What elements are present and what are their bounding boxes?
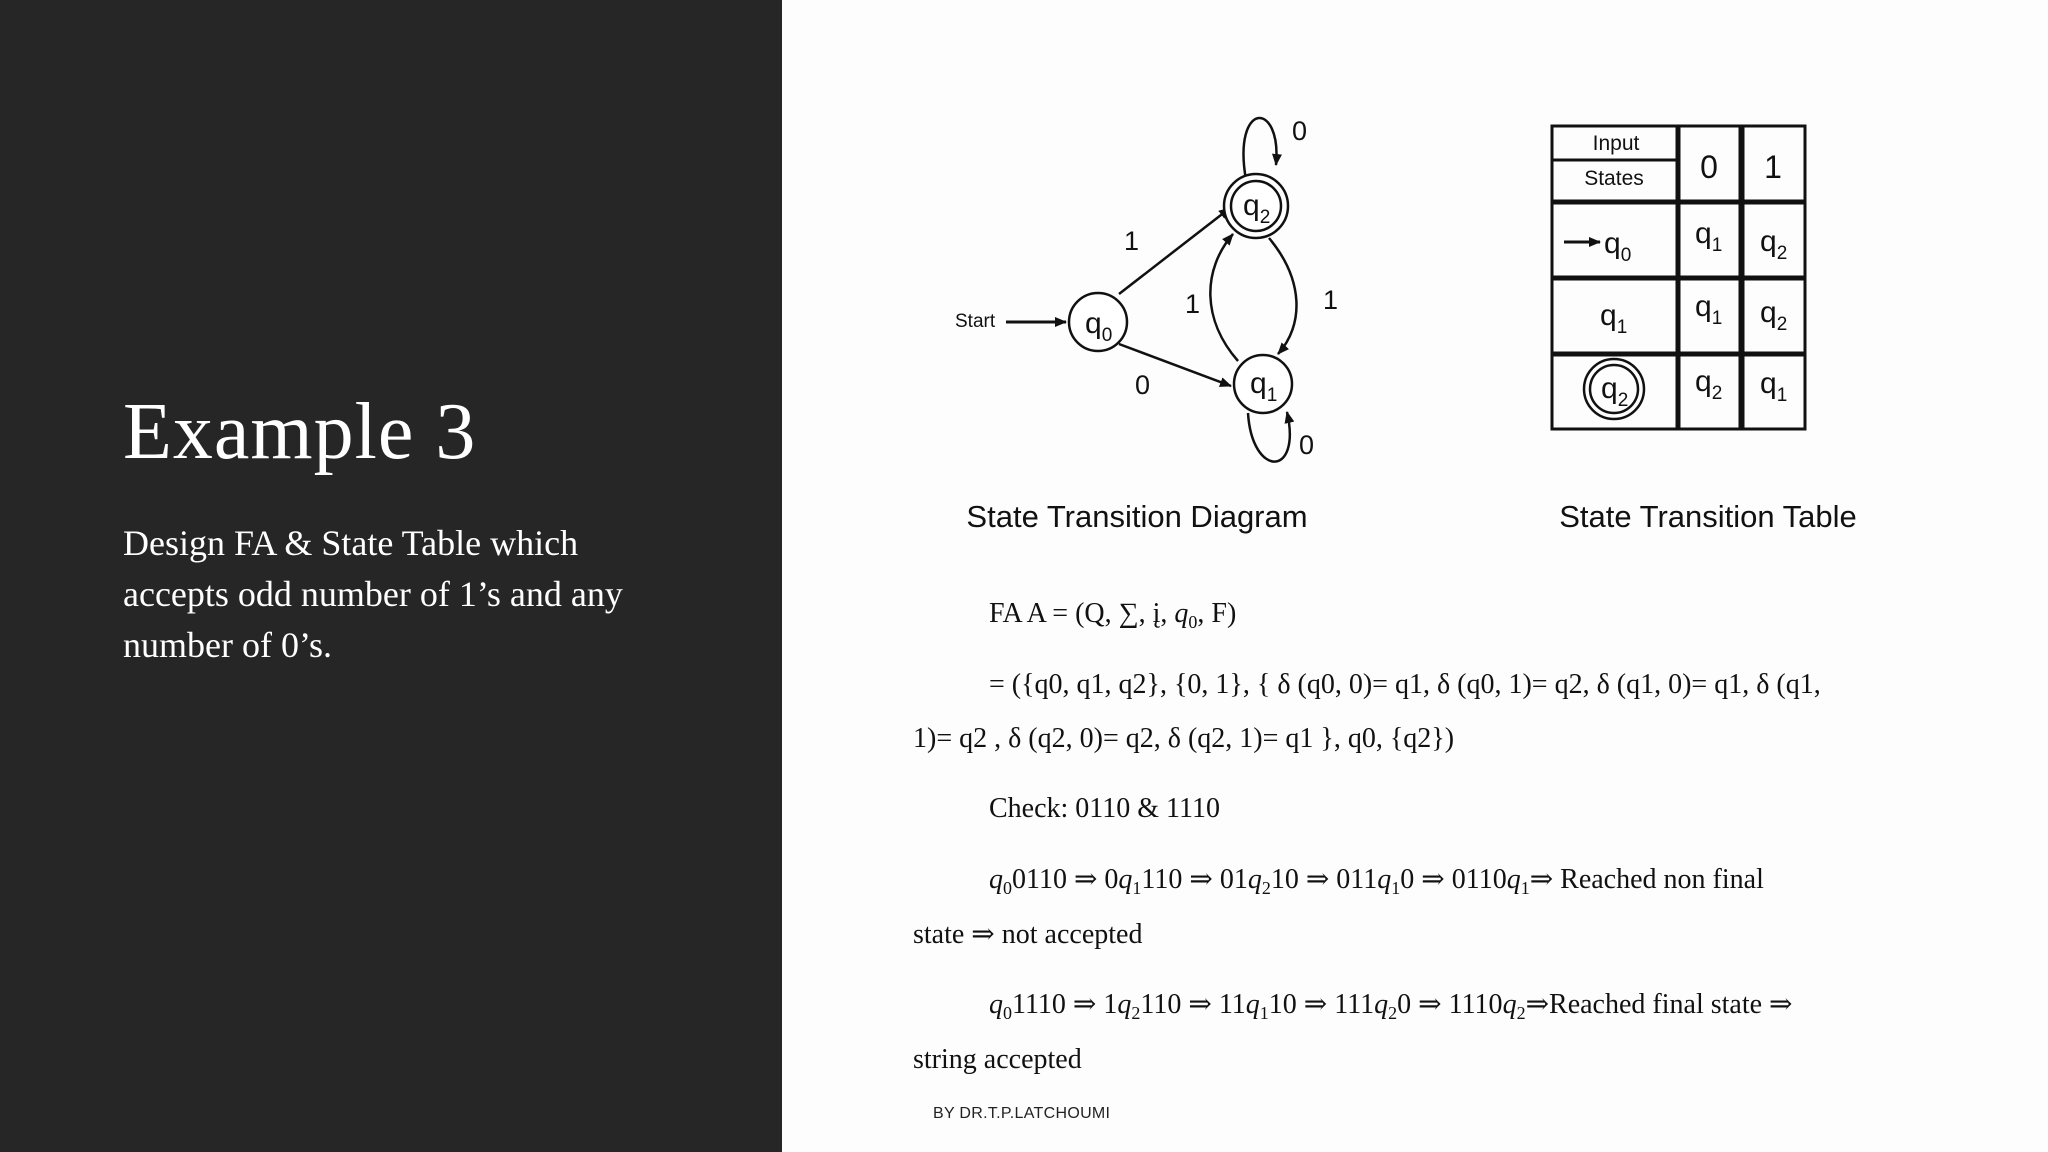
table-cell: $q_1$ <box>1695 290 1723 329</box>
svg-text:q2: $q_2$ <box>1243 189 1271 228</box>
table-text <box>1559 132 1857 534</box>
fa-definition-line3: 1)= q2 , δ (q2, 0)= q2, δ (q2, 1)= q1 }, q0, {q2}) <box>913 723 1455 754</box>
loop-q1 <box>1248 412 1290 462</box>
table-state-q1: $q_1$ <box>1600 299 1628 338</box>
label-q0-q1: 0 <box>1135 370 1151 400</box>
table-header-input: Input <box>1592 132 1640 155</box>
table-state-q2: $q_2$ <box>1601 372 1629 411</box>
fa-definition-line1: FA A = (Q, ∑, į, $q_0$, F) <box>989 598 1237 632</box>
label-q1-q2: 1 <box>1185 289 1201 319</box>
fa-definition-line2: = ({q0, q1, q2}, {0, 1}, { δ (q0, 0)= q1, δ (q0, 1)= q2, δ (q1, 0)= q1, δ (q1, <box>989 669 1821 700</box>
label-q2-q1: 1 <box>1323 285 1339 315</box>
loop-q2 <box>1244 118 1277 180</box>
label-q0-q2: 1 <box>1124 226 1140 256</box>
trace-1110: $q_01110$ ⇒ $1q_2110$ ⇒ $11q_110$ ⇒ $111q_20$ ⇒ $1110q_2\Rightarrow Reached$ final state ⇒ <box>989 989 1793 1023</box>
trace-0110-result: state ⇒ not accepted <box>913 919 1143 950</box>
state-q1 <box>1234 355 1292 413</box>
table-cell: $q_1$ <box>1760 367 1788 406</box>
edge-q1-q2 <box>1210 234 1238 361</box>
start-label: Start <box>955 311 996 332</box>
author-footer: BY DR.T.P.LATCHOUMI <box>933 1105 1111 1122</box>
table-cell: $q_2$ <box>1760 296 1788 335</box>
table-caption: State Transition Table <box>1559 499 1857 534</box>
table-state-q0: $q_0$ <box>1604 227 1632 266</box>
table-cell: $q_2$ <box>1695 365 1723 404</box>
svg-text:q1: $q_1$ <box>1250 367 1278 406</box>
table-symbol-0: 0 <box>1700 149 1718 185</box>
slide-title: Example 3 <box>123 388 477 476</box>
trace-1110-result: string accepted <box>913 1044 1082 1075</box>
content-panel <box>782 0 2048 1152</box>
table-symbol-1: 1 <box>1764 149 1782 185</box>
figure-svg <box>782 0 2048 560</box>
diagram-caption: State Transition Diagram <box>966 499 1308 534</box>
state-q0 <box>1069 293 1127 351</box>
state-transition-diagram <box>955 116 1338 534</box>
state-q2-final <box>1224 174 1288 238</box>
label-q1-loop: 0 <box>1299 430 1315 460</box>
table-cell: $q_1$ <box>1695 217 1723 256</box>
check-label: Check: 0110 & 1110 <box>989 793 1220 824</box>
trace-0110: $q_00110$ ⇒ $0q_1110$ ⇒ $01q_210$ ⇒ $011q_10$ ⇒ $0110q_1\Rightarrow$ Reached non final <box>989 864 1764 898</box>
edge-q2-q1 <box>1269 238 1297 354</box>
table-cell: $q_2$ <box>1760 225 1788 264</box>
table-header-states: States <box>1584 167 1644 190</box>
title-panel <box>0 0 782 1152</box>
slide-description: Design FA & State Table which accepts odd number of 1’s and any number of 0’s. <box>123 523 623 665</box>
label-q2-loop: 0 <box>1292 116 1308 146</box>
svg-text:q0: $q_0$ <box>1085 307 1113 346</box>
